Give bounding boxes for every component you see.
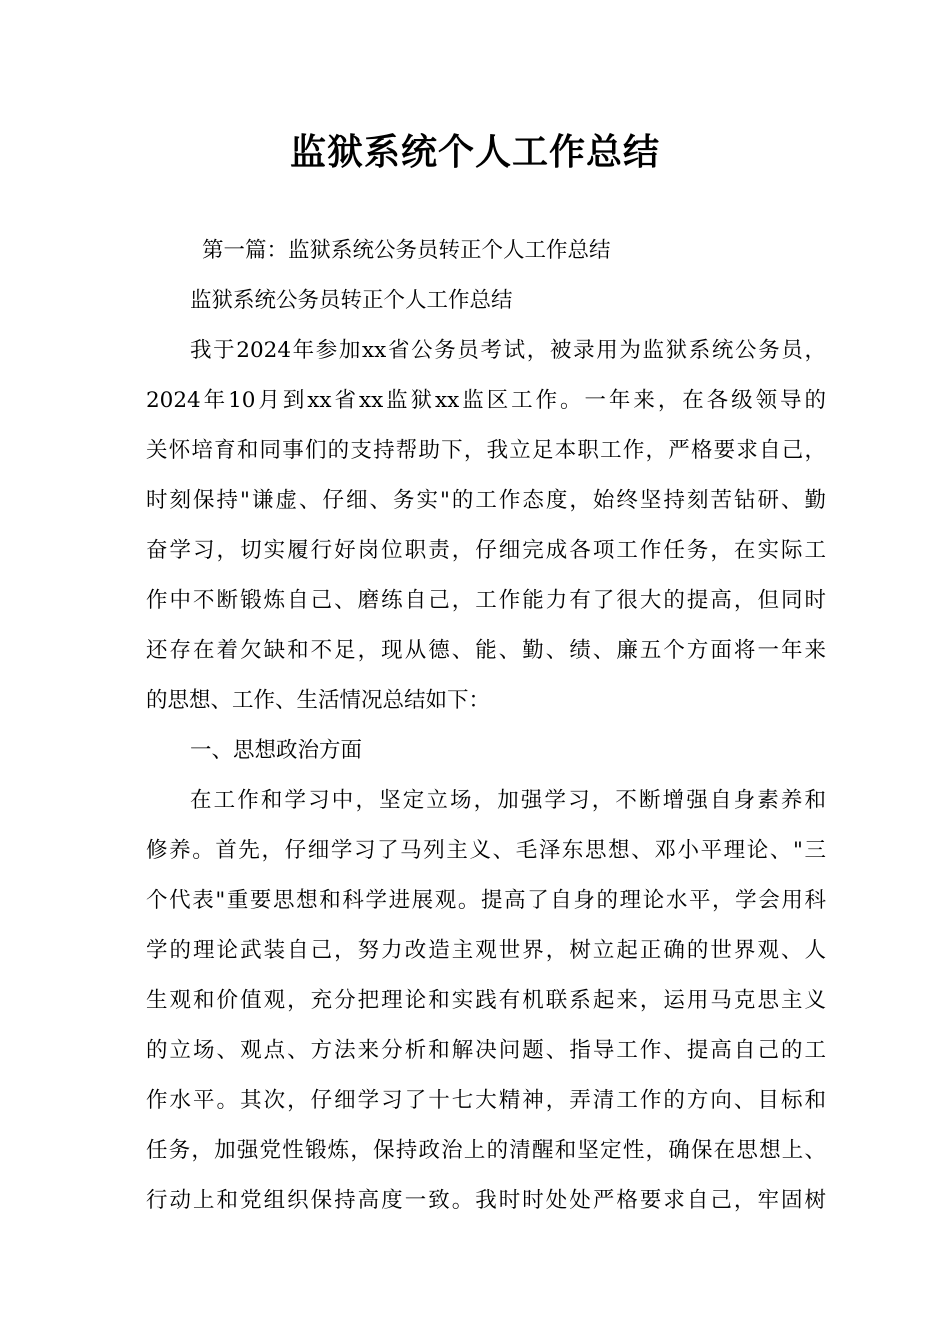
paragraph-line: 学的理论武装自己，努力改造主观世界，树立起正确的世界观、人: [146, 938, 826, 963]
paragraph-line: 个代表"重要思想和科学进展观。提高了自身的理论水平，学会用科: [146, 888, 826, 913]
paragraph-line: 生观和价值观，充分把理论和实践有机联系起来，运用马克思主义: [146, 988, 826, 1013]
document-title: 监狱系统个人工作总结: [289, 132, 660, 173]
paragraph-line: 奋学习，切实履行好岗位职责，仔细完成各项工作任务，在实际工: [146, 538, 826, 563]
paragraph-line: 的思想、工作、生活情况总结如下：: [146, 688, 491, 713]
paragraph-line: 关怀培育和同事们的支持帮助下，我立足本职工作，严格要求自己，: [146, 438, 826, 463]
paragraph-line: 作水平。其次，仔细学习了十七大精神，弄清工作的方向、目标和: [146, 1088, 826, 1113]
paragraph-line: 行动上和党组织保持高度一致。我时时处处严格要求自己，牢固树: [146, 1188, 826, 1213]
paragraph-line: 任务，加强党性锻炼，保持政治上的清醒和坚定性，确保在思想上、: [146, 1138, 826, 1163]
paragraph-line: 2024年10月到xx省xx监狱xx监区工作。一年来，在各级领导的: [146, 388, 826, 413]
section-heading: 第一篇：监狱系统公务员转正个人工作总结: [202, 238, 611, 263]
paragraph-line: 我于2024年参加xx省公务员考试，被录用为监狱系统公务员，: [190, 338, 826, 363]
paragraph-line: 的立场、观点、方法来分析和解决问题、指导工作、提高自己的工: [146, 1038, 826, 1063]
paragraph-line: 作中不断锻炼自己、磨练自己，工作能力有了很大的提高，但同时: [146, 588, 826, 613]
subtitle-line: 监狱系统公务员转正个人工作总结: [190, 288, 513, 313]
paragraph-line: 时刻保持"谦虚、仔细、务实"的工作态度，始终坚持刻苦钻研、勤: [146, 488, 826, 513]
paragraph-line: 在工作和学习中，坚定立场，加强学习，不断增强自身素养和: [190, 788, 826, 813]
paragraph-line: 还存在着欠缺和不足，现从德、能、勤、绩、廉五个方面将一年来: [146, 638, 826, 663]
section-heading: 一、思想政治方面: [190, 738, 363, 763]
paragraph-line: 修养。首先，仔细学习了马列主义、毛泽东思想、邓小平理论、"三: [146, 838, 826, 863]
